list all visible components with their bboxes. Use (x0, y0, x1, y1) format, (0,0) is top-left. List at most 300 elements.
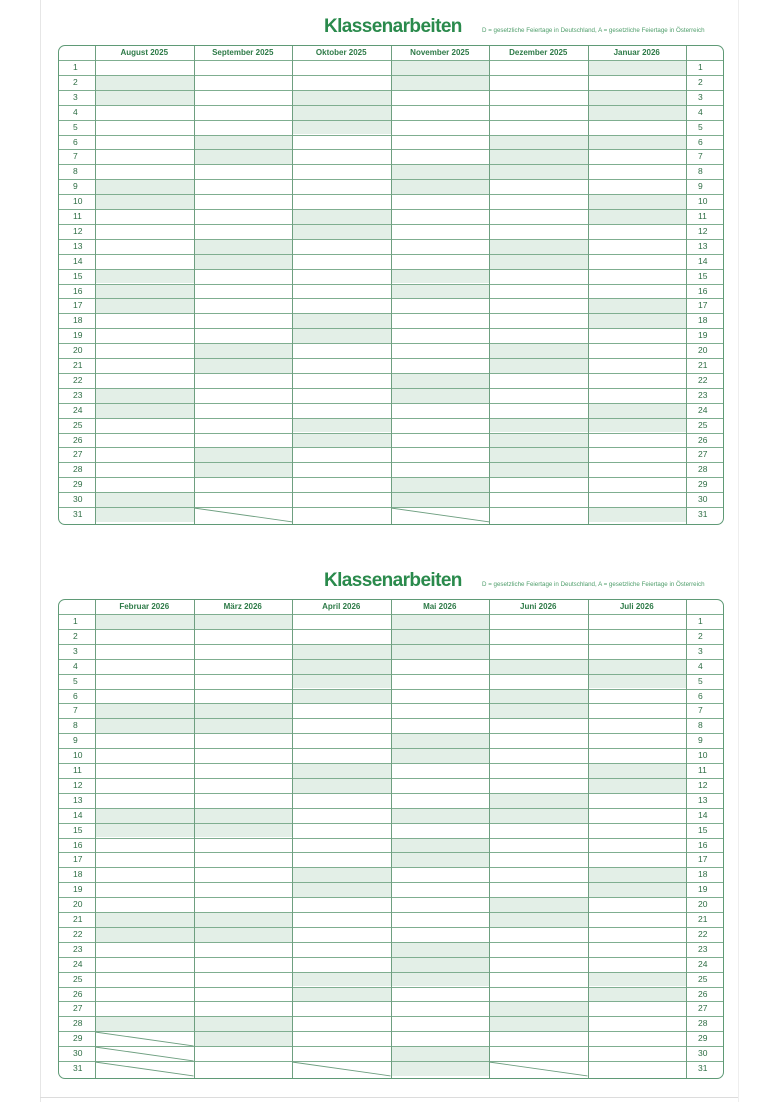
weekend-shade (293, 973, 391, 987)
row-divider (59, 957, 724, 958)
weekend-shade (490, 690, 588, 704)
month-header: September 2025 (212, 48, 274, 57)
day-number-left: 30 (73, 494, 83, 505)
weekend-shade (589, 883, 687, 897)
weekend-shade (490, 255, 588, 269)
weekend-shade (195, 136, 293, 150)
day-number-right: 15 (698, 270, 708, 281)
weekend-shade (589, 106, 687, 120)
day-number-left: 20 (73, 899, 83, 910)
day-number-left: 14 (73, 255, 83, 266)
weekend-shade (490, 1002, 588, 1016)
weekend-shade (392, 165, 490, 179)
day-number-left: 12 (73, 779, 83, 790)
day-number-right: 6 (698, 690, 703, 701)
day-number-left: 22 (73, 928, 83, 939)
column-divider (686, 46, 687, 525)
row-divider (59, 269, 724, 270)
weekend-shade (293, 419, 391, 433)
column-divider (95, 46, 96, 525)
weekend-shade (96, 704, 194, 718)
day-number-right: 2 (698, 630, 703, 641)
day-number-left: 11 (73, 211, 82, 221)
day-number-left: 24 (73, 404, 83, 415)
day-number-left: 11 (73, 765, 82, 775)
weekend-shade (96, 299, 194, 313)
day-number-left: 8 (73, 166, 78, 177)
weekend-shade (293, 690, 391, 704)
day-number-right: 1 (698, 62, 703, 72)
row-divider (59, 254, 724, 255)
day-number-right: 23 (698, 943, 708, 954)
weekend-shade (195, 704, 293, 718)
day-number-right: 5 (698, 675, 703, 686)
weekend-shade (490, 240, 588, 254)
weekend-shade (589, 195, 687, 209)
weekend-shade (293, 988, 391, 1002)
day-number-right: 8 (698, 166, 703, 177)
row-divider (59, 298, 724, 299)
weekend-shade (490, 150, 588, 164)
month-header: Juli 2026 (619, 602, 654, 611)
calendar-grid (58, 45, 724, 525)
weekend-shade (293, 434, 391, 448)
weekend-shade (490, 809, 588, 823)
column-divider (391, 46, 392, 525)
weekend-shade (490, 1017, 588, 1031)
nonexistent-day-strike (292, 1061, 391, 1076)
month-header: August 2025 (120, 48, 169, 57)
day-number-right: 17 (698, 300, 708, 311)
day-number-left: 30 (73, 1048, 83, 1059)
day-number-left: 3 (73, 91, 78, 102)
row-divider (59, 239, 724, 240)
weekend-shade (195, 928, 293, 942)
day-number-left: 31 (73, 1063, 83, 1073)
day-number-right: 22 (698, 374, 708, 385)
row-divider (59, 388, 724, 389)
day-number-right: 21 (698, 914, 708, 924)
weekend-shade (392, 478, 490, 492)
weekend-shade (293, 883, 391, 897)
calendar-grid (58, 599, 724, 1079)
day-number-left: 19 (73, 330, 83, 341)
column-divider (95, 600, 96, 1079)
weekend-shade (392, 943, 490, 957)
day-number-right: 18 (698, 869, 708, 880)
weekend-shade (392, 853, 490, 867)
column-divider (686, 600, 687, 1079)
weekend-shade (589, 988, 687, 1002)
weekend-shade (195, 615, 293, 629)
day-number-right: 16 (698, 285, 708, 296)
row-divider (59, 149, 724, 150)
day-number-left: 2 (73, 630, 78, 641)
row-divider (59, 313, 724, 314)
day-number-left: 27 (73, 449, 83, 460)
day-number-right: 19 (698, 884, 708, 895)
row-divider (59, 659, 724, 660)
month-header: Mai 2026 (423, 602, 457, 611)
column-divider (489, 46, 490, 525)
weekend-shade (589, 404, 687, 418)
day-number-right: 12 (698, 225, 708, 236)
row-divider (59, 897, 724, 898)
weekend-shade (96, 913, 194, 927)
weekend-shade (96, 91, 194, 105)
weekend-shade (293, 675, 391, 689)
day-number-right: 10 (698, 750, 708, 761)
weekend-shade (195, 719, 293, 733)
day-number-left: 16 (73, 285, 83, 296)
weekend-shade (589, 61, 687, 75)
day-number-left: 15 (73, 270, 83, 281)
day-number-right: 7 (698, 705, 703, 716)
row-divider (59, 462, 724, 463)
day-number-left: 4 (73, 106, 78, 117)
weekend-shade (293, 329, 391, 343)
day-number-right: 14 (698, 809, 708, 820)
nonexistent-day-strike (194, 507, 293, 522)
weekend-shade (293, 779, 391, 793)
day-number-left: 28 (73, 1018, 83, 1029)
weekend-shade (589, 419, 687, 433)
day-number-right: 31 (698, 1063, 708, 1073)
day-number-right: 3 (698, 645, 703, 656)
day-number-right: 13 (698, 240, 708, 251)
day-number-left: 4 (73, 660, 78, 671)
weekend-shade (589, 675, 687, 689)
day-number-right: 11 (698, 765, 707, 775)
weekend-shade (392, 1047, 490, 1061)
weekend-shade (490, 434, 588, 448)
day-number-left: 26 (73, 434, 83, 445)
row-divider (59, 1016, 724, 1017)
weekend-shade (195, 913, 293, 927)
weekend-shade (293, 660, 391, 674)
weekend-shade (96, 270, 194, 284)
day-number-right: 29 (698, 479, 708, 490)
row-divider (59, 328, 724, 329)
row-divider (59, 447, 724, 448)
day-number-left: 25 (73, 973, 83, 984)
day-number-left: 13 (73, 240, 83, 251)
day-number-left: 9 (73, 181, 78, 192)
row-divider (59, 823, 724, 824)
nonexistent-day-strike (95, 1061, 194, 1076)
row-divider (59, 748, 724, 749)
weekend-shade (392, 615, 490, 629)
weekend-shade (490, 794, 588, 808)
day-number-right: 25 (698, 973, 708, 984)
weekend-shade (96, 389, 194, 403)
day-number-right: 6 (698, 136, 703, 147)
day-number-left: 15 (73, 824, 83, 835)
row-divider (59, 644, 724, 645)
weekend-shade (293, 121, 391, 135)
weekend-shade (195, 359, 293, 373)
weekend-shade (490, 136, 588, 150)
row-divider (59, 912, 724, 913)
row-divider (59, 120, 724, 121)
weekend-shade (589, 764, 687, 778)
day-number-right: 26 (698, 988, 708, 999)
day-number-left: 10 (73, 750, 83, 761)
day-number-right: 20 (698, 345, 708, 356)
day-number-right: 20 (698, 899, 708, 910)
day-number-left: 12 (73, 225, 83, 236)
row-divider (59, 179, 724, 180)
day-number-left: 5 (73, 121, 78, 132)
weekend-shade (589, 299, 687, 313)
weekend-shade (490, 344, 588, 358)
month-header: April 2026 (322, 602, 361, 611)
column-divider (194, 46, 195, 525)
day-number-right: 23 (698, 389, 708, 400)
day-number-left: 13 (73, 794, 83, 805)
weekend-shade (392, 374, 490, 388)
day-number-left: 9 (73, 735, 78, 746)
day-number-left: 14 (73, 809, 83, 820)
day-number-left: 18 (73, 869, 83, 880)
day-number-right: 28 (698, 464, 708, 475)
weekend-shade (490, 165, 588, 179)
weekend-shade (392, 285, 490, 299)
weekend-shade (589, 508, 687, 522)
month-header: Oktober 2025 (315, 48, 367, 57)
day-number-right: 26 (698, 434, 708, 445)
row-divider (59, 135, 724, 136)
day-number-right: 9 (698, 181, 703, 192)
row-divider (59, 418, 724, 419)
row-divider (59, 942, 724, 943)
weekend-shade (490, 660, 588, 674)
month-header: Juni 2026 (520, 602, 557, 611)
weekend-shade (392, 1062, 490, 1076)
weekend-shade (490, 463, 588, 477)
row-divider (59, 674, 724, 675)
weekend-shade (293, 106, 391, 120)
day-number-left: 10 (73, 196, 83, 207)
weekend-shade (96, 285, 194, 299)
row-divider (59, 793, 724, 794)
weekend-shade (392, 493, 490, 507)
weekend-shade (96, 180, 194, 194)
weekend-shade (195, 448, 293, 462)
day-number-right: 27 (698, 449, 708, 460)
weekend-shade (490, 898, 588, 912)
weekend-shade (589, 210, 687, 224)
weekend-shade (490, 913, 588, 927)
column-divider (588, 600, 589, 1079)
day-number-left: 1 (73, 62, 78, 72)
day-number-left: 17 (73, 854, 83, 865)
day-number-left: 23 (73, 389, 83, 400)
row-divider (59, 477, 724, 478)
nonexistent-day-strike (95, 1031, 194, 1046)
header-divider (59, 614, 724, 615)
weekend-shade (96, 493, 194, 507)
day-number-left: 7 (73, 151, 78, 162)
day-number-right: 18 (698, 315, 708, 326)
day-number-left: 22 (73, 374, 83, 385)
row-divider (59, 808, 724, 809)
row-divider (59, 209, 724, 210)
day-number-left: 29 (73, 479, 83, 490)
nonexistent-day-strike (391, 507, 490, 522)
day-number-left: 3 (73, 645, 78, 656)
day-number-right: 2 (698, 76, 703, 87)
row-divider (59, 343, 724, 344)
row-divider (59, 852, 724, 853)
weekend-shade (195, 255, 293, 269)
row-divider (59, 972, 724, 973)
day-number-left: 29 (73, 1033, 83, 1044)
day-number-right: 24 (698, 404, 708, 415)
weekend-shade (195, 824, 293, 838)
weekend-shade (490, 704, 588, 718)
day-number-left: 20 (73, 345, 83, 356)
weekend-shade (392, 749, 490, 763)
weekend-shade (293, 91, 391, 105)
day-number-left: 2 (73, 76, 78, 87)
weekend-shade (589, 868, 687, 882)
header-divider (59, 60, 724, 61)
weekend-shade (392, 630, 490, 644)
row-divider (59, 90, 724, 91)
page-right-edge (738, 0, 739, 1102)
weekend-shade (392, 270, 490, 284)
row-divider (59, 718, 724, 719)
day-number-right: 17 (698, 854, 708, 865)
day-number-right: 19 (698, 330, 708, 341)
row-divider (59, 733, 724, 734)
weekend-shade (96, 1017, 194, 1031)
row-divider (59, 373, 724, 374)
weekend-shade (195, 240, 293, 254)
day-number-left: 7 (73, 705, 78, 716)
nonexistent-day-strike (95, 1046, 194, 1061)
row-divider (59, 224, 724, 225)
column-divider (292, 46, 293, 525)
column-divider (194, 600, 195, 1079)
weekend-shade (293, 314, 391, 328)
day-number-left: 21 (73, 360, 83, 370)
weekend-shade (392, 61, 490, 75)
day-number-right: 25 (698, 419, 708, 430)
row-divider (59, 492, 724, 493)
nonexistent-day-strike (489, 1061, 588, 1076)
weekend-shade (96, 615, 194, 629)
day-number-left: 8 (73, 720, 78, 731)
day-number-right: 21 (698, 360, 708, 370)
row-divider (59, 763, 724, 764)
weekend-shade (392, 973, 490, 987)
row-divider (59, 403, 724, 404)
row-divider (59, 838, 724, 839)
weekend-shade (392, 76, 490, 90)
weekend-shade (293, 225, 391, 239)
day-number-right: 10 (698, 196, 708, 207)
row-divider (59, 358, 724, 359)
holiday-legend: D = gesetzliche Feiertage in Deutschland, A = gesetzliche Feiertage in Österreich (482, 27, 705, 34)
row-divider (59, 689, 724, 690)
day-number-right: 27 (698, 1003, 708, 1014)
day-number-right: 4 (698, 106, 703, 117)
holiday-legend: D = gesetzliche Feiertage in Deutschland, A = gesetzliche Feiertage in Österreich (482, 581, 705, 588)
weekend-shade (195, 809, 293, 823)
day-number-left: 19 (73, 884, 83, 895)
weekend-shade (293, 764, 391, 778)
row-divider (59, 703, 724, 704)
weekend-shade (195, 344, 293, 358)
day-number-left: 21 (73, 914, 83, 924)
row-divider (59, 867, 724, 868)
row-divider (59, 105, 724, 106)
row-divider (59, 75, 724, 76)
day-number-left: 18 (73, 315, 83, 326)
day-number-right: 14 (698, 255, 708, 266)
day-number-right: 1 (698, 616, 703, 626)
weekend-shade (589, 91, 687, 105)
day-number-right: 16 (698, 839, 708, 850)
day-number-left: 28 (73, 464, 83, 475)
day-number-right: 12 (698, 779, 708, 790)
weekend-shade (589, 779, 687, 793)
day-number-right: 31 (698, 509, 708, 519)
row-divider (59, 194, 724, 195)
day-number-right: 29 (698, 1033, 708, 1044)
weekend-shade (96, 76, 194, 90)
row-divider (59, 164, 724, 165)
day-number-right: 30 (698, 494, 708, 505)
day-number-left: 16 (73, 839, 83, 850)
day-number-left: 6 (73, 690, 78, 701)
weekend-shade (195, 1017, 293, 1031)
day-number-left: 31 (73, 509, 83, 519)
column-divider (489, 600, 490, 1079)
row-divider (59, 433, 724, 434)
day-number-left: 26 (73, 988, 83, 999)
weekend-shade (96, 404, 194, 418)
day-number-right: 11 (698, 211, 707, 221)
day-number-left: 5 (73, 675, 78, 686)
weekend-shade (96, 508, 194, 522)
sheet-title: Klassenarbeiten (324, 570, 462, 591)
weekend-shade (490, 448, 588, 462)
weekend-shade (392, 734, 490, 748)
weekend-shade (96, 928, 194, 942)
month-header: November 2025 (410, 48, 470, 57)
weekend-shade (195, 150, 293, 164)
day-number-right: 9 (698, 735, 703, 746)
row-divider (59, 927, 724, 928)
day-number-left: 27 (73, 1003, 83, 1014)
weekend-shade (589, 973, 687, 987)
row-divider (59, 629, 724, 630)
weekend-shade (293, 868, 391, 882)
day-number-right: 7 (698, 151, 703, 162)
day-number-right: 24 (698, 958, 708, 969)
column-divider (292, 600, 293, 1079)
day-number-right: 13 (698, 794, 708, 805)
day-number-left: 25 (73, 419, 83, 430)
sheet-title: Klassenarbeiten (324, 16, 462, 37)
weekend-shade (392, 958, 490, 972)
day-number-left: 6 (73, 136, 78, 147)
weekend-shade (96, 824, 194, 838)
row-divider (59, 1001, 724, 1002)
